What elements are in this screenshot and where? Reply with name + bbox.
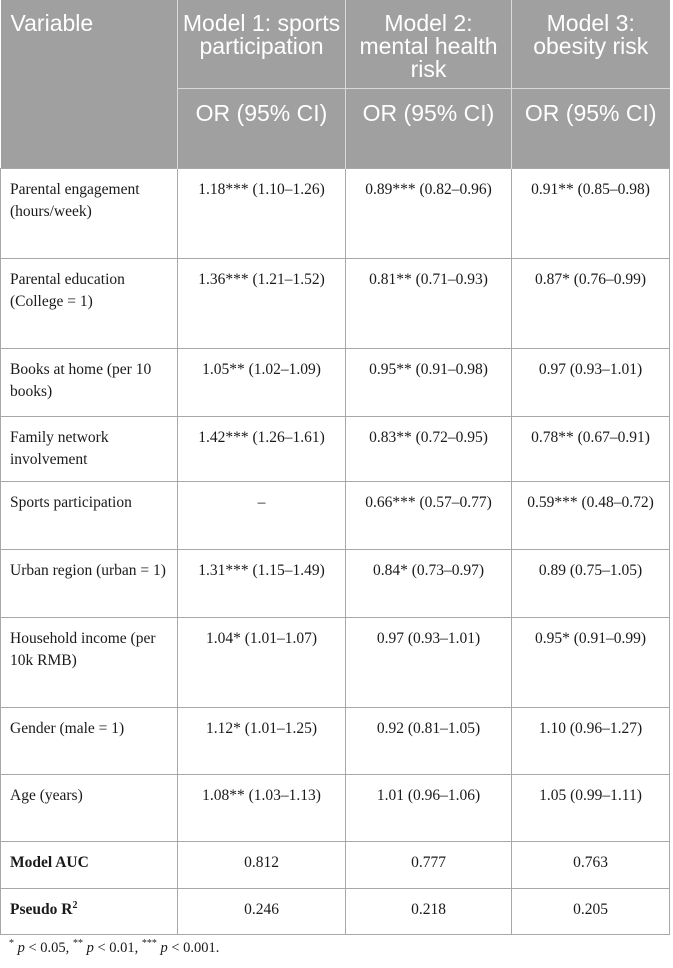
cell-model2: 0.89*** (0.82–0.96) bbox=[346, 168, 512, 258]
table-row bbox=[1, 481, 670, 549]
table-row bbox=[1, 348, 670, 416]
cell-model2: 0.95** (0.91–0.98) bbox=[346, 348, 512, 416]
cell-model3: 1.10 (0.96–1.27) bbox=[512, 707, 670, 774]
cell-model3: 0.91** (0.85–0.98) bbox=[512, 168, 670, 258]
footnote-sym-3: *** bbox=[141, 938, 157, 950]
cell-model1: 1.36*** (1.21–1.52) bbox=[178, 258, 346, 348]
cell-model1: 1.18*** (1.10–1.26) bbox=[178, 168, 346, 258]
row-label: Books at home (per 10 books) bbox=[1, 348, 178, 416]
header-model3: Model 3: obesity risk bbox=[512, 0, 670, 88]
cell-model1: 1.42*** (1.26–1.61) bbox=[178, 416, 346, 481]
row-label: Gender (male = 1) bbox=[1, 707, 178, 774]
table-row bbox=[1, 416, 670, 481]
table-row bbox=[1, 617, 670, 707]
r2-label-text: Pseudo R bbox=[10, 900, 73, 918]
subheader-model1: OR (95% CI) bbox=[178, 88, 346, 168]
table-footnote bbox=[9, 940, 219, 957]
cell-model2: 0.66*** (0.57–0.77) bbox=[346, 481, 512, 549]
r2-label-sup: 2 bbox=[72, 899, 78, 911]
cell-model2: 0.83** (0.72–0.95) bbox=[346, 416, 512, 481]
cell-model3: 0.89 (0.75–1.05) bbox=[512, 549, 670, 617]
cell-model3: 0.95* (0.91–0.99) bbox=[512, 617, 670, 707]
cell-model1: 1.05** (1.02–1.09) bbox=[178, 348, 346, 416]
cell-model2: 0.84* (0.73–0.97) bbox=[346, 549, 512, 617]
table-header bbox=[1, 0, 670, 168]
table-row bbox=[1, 258, 670, 348]
auc-model1: 0.812 bbox=[178, 841, 346, 888]
cell-model1: 1.12* (1.01–1.25) bbox=[178, 707, 346, 774]
footnote-p-1: p bbox=[17, 940, 25, 956]
row-label: Urban region (urban = 1) bbox=[1, 549, 178, 617]
footnote-p-3: p bbox=[160, 940, 168, 956]
footnote-text-1: < 0.05, bbox=[24, 940, 73, 956]
auc-model2: 0.777 bbox=[346, 841, 512, 888]
table-row bbox=[1, 168, 670, 258]
table-row bbox=[1, 707, 670, 774]
cell-model2: 1.01 (0.96–1.06) bbox=[346, 774, 512, 841]
header-model2: Model 2: mental health risk bbox=[346, 0, 512, 88]
footnote-text-3: < 0.001. bbox=[167, 940, 220, 956]
table-body bbox=[1, 168, 670, 934]
row-label: Parental engagement (hours/week) bbox=[1, 168, 178, 258]
table-row bbox=[1, 774, 670, 841]
summary-row-auc bbox=[1, 841, 670, 888]
cell-model1: 1.31*** (1.15–1.49) bbox=[178, 549, 346, 617]
table-row bbox=[1, 549, 670, 617]
row-label: Parental education (College = 1) bbox=[1, 258, 178, 348]
cell-model3: 0.97 (0.93–1.01) bbox=[512, 348, 670, 416]
row-label: Household income (per 10k RMB) bbox=[1, 617, 178, 707]
cell-model2: 0.92 (0.81–1.05) bbox=[346, 707, 512, 774]
summary-row-r2 bbox=[1, 888, 670, 934]
footnote-sym-1: * bbox=[9, 938, 14, 950]
cell-model3: 0.87* (0.76–0.99) bbox=[512, 258, 670, 348]
cell-model2: 0.81** (0.71–0.93) bbox=[346, 258, 512, 348]
footnote-text-2: < 0.01, bbox=[93, 940, 142, 956]
r2-model1: 0.246 bbox=[178, 888, 346, 934]
footnote-sym-2: ** bbox=[72, 938, 83, 950]
cell-model3: 0.78** (0.67–0.91) bbox=[512, 416, 670, 481]
header-model1: Model 1: sports participation bbox=[178, 0, 346, 88]
header-variable: Variable bbox=[1, 0, 178, 168]
footnote-p-2: p bbox=[86, 940, 94, 956]
row-label: Age (years) bbox=[1, 774, 178, 841]
subheader-model3: OR (95% CI) bbox=[512, 88, 670, 168]
cell-model3: 0.59*** (0.48–0.72) bbox=[512, 481, 670, 549]
subheader-model2: OR (95% CI) bbox=[346, 88, 512, 168]
row-label: Family network involvement bbox=[1, 416, 178, 481]
cell-model1: 1.04* (1.01–1.07) bbox=[178, 617, 346, 707]
r2-model2: 0.218 bbox=[346, 888, 512, 934]
cell-model1: 1.08** (1.03–1.13) bbox=[178, 774, 346, 841]
cell-model3: 1.05 (0.99–1.11) bbox=[512, 774, 670, 841]
row-label: Sports participation bbox=[1, 481, 178, 549]
r2-model3: 0.205 bbox=[512, 888, 670, 934]
auc-model3: 0.763 bbox=[512, 841, 670, 888]
auc-label: Model AUC bbox=[1, 841, 178, 888]
cell-model2: 0.97 (0.93–1.01) bbox=[346, 617, 512, 707]
r2-label bbox=[1, 888, 178, 934]
cell-model1: – bbox=[178, 481, 346, 549]
